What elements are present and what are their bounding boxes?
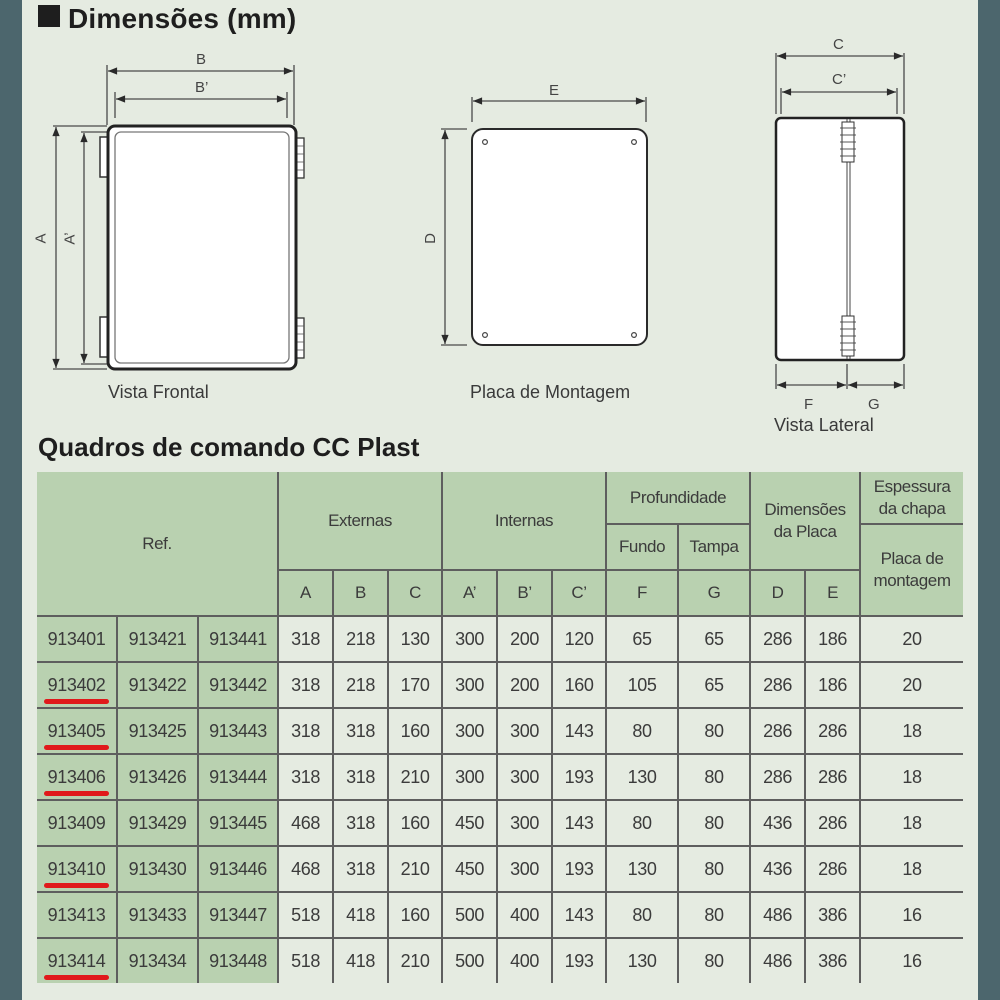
value-cell-a2: 300 [442, 616, 497, 662]
value-cell-e: 386 [805, 892, 860, 938]
ref-cell: 913433 [117, 892, 198, 938]
value-cell-a: 468 [278, 800, 333, 846]
value-cell-d: 486 [750, 938, 805, 983]
value-cell-b: 318 [333, 754, 388, 800]
value-cell-c: 210 [388, 846, 442, 892]
ref-cell [37, 938, 117, 983]
ref-text: 913401 [47, 628, 106, 649]
value-cell-esp: 18 [860, 708, 963, 754]
header-externas: Externas [278, 472, 442, 570]
value-cell-b: 318 [333, 846, 388, 892]
value-cell-b: 218 [333, 662, 388, 708]
label-c-prime: C’ [832, 71, 847, 88]
value-cell-esp: 16 [860, 938, 963, 983]
value-cell-b2: 300 [497, 846, 552, 892]
ref-cell [37, 616, 117, 662]
table-body [37, 616, 963, 983]
ref-cell [37, 662, 117, 708]
value-cell-d: 436 [750, 846, 805, 892]
table-row [37, 938, 963, 983]
value-cell-esp: 16 [860, 892, 963, 938]
spec-table [37, 472, 963, 983]
header-espessura: Espessura da chapa [860, 472, 963, 524]
ref-cell: 913422 [117, 662, 198, 708]
value-cell-a: 318 [278, 662, 333, 708]
value-cell-e: 286 [805, 754, 860, 800]
header-placa-montagem: Placa de montagem [860, 524, 963, 616]
value-cell-d: 286 [750, 662, 805, 708]
value-cell-c2: 193 [552, 846, 606, 892]
header-col-b: B [333, 570, 388, 616]
value-cell-d: 286 [750, 754, 805, 800]
value-cell-f: 80 [606, 708, 678, 754]
header-col-a: A [278, 570, 333, 616]
value-cell-a2: 500 [442, 938, 497, 983]
ref-cell: 913446 [198, 846, 278, 892]
value-cell-esp: 20 [860, 616, 963, 662]
header-col-b-prime: B’ [497, 570, 552, 616]
caption-mounting-plate: Placa de Montagem [470, 382, 631, 402]
header-col-f: F [606, 570, 678, 616]
value-cell-f: 130 [606, 846, 678, 892]
value-cell-b: 318 [333, 708, 388, 754]
value-cell-e: 286 [805, 846, 860, 892]
header-col-c-prime: C’ [552, 570, 606, 616]
value-cell-f: 80 [606, 892, 678, 938]
ref-cell: 913429 [117, 800, 198, 846]
value-cell-e: 186 [805, 616, 860, 662]
label-c: C [833, 36, 844, 53]
highlighted-ref: 913402 [47, 674, 106, 695]
value-cell-b: 218 [333, 616, 388, 662]
value-cell-b2: 400 [497, 892, 552, 938]
header-col-a-prime: A’ [442, 570, 497, 616]
header-tampa: Tampa [678, 524, 750, 570]
value-cell-a: 318 [278, 754, 333, 800]
value-cell-f: 80 [606, 800, 678, 846]
front-view-box [100, 126, 304, 369]
value-cell-b2: 200 [497, 662, 552, 708]
value-cell-g: 80 [678, 754, 750, 800]
label-f: F [804, 396, 814, 413]
ref-cell: 913443 [198, 708, 278, 754]
caption-front-view: Vista Frontal [108, 382, 209, 402]
value-cell-d: 436 [750, 800, 805, 846]
value-cell-b2: 300 [497, 754, 552, 800]
label-a: A [32, 233, 50, 244]
label-b-prime: B’ [195, 79, 209, 96]
value-cell-b2: 200 [497, 616, 552, 662]
caption-side-view: Vista Lateral [774, 415, 874, 435]
table-row [37, 892, 963, 938]
ref-text: 913409 [47, 812, 106, 833]
value-cell-g: 80 [678, 892, 750, 938]
ref-cell: 913426 [117, 754, 198, 800]
value-cell-a2: 300 [442, 708, 497, 754]
ref-cell: 913447 [198, 892, 278, 938]
value-cell-a: 518 [278, 938, 333, 983]
value-cell-c: 170 [388, 662, 442, 708]
ref-cell: 913425 [117, 708, 198, 754]
value-cell-esp: 18 [860, 846, 963, 892]
value-cell-e: 286 [805, 800, 860, 846]
side-view-drawing [776, 53, 904, 389]
label-a-prime: A’ [61, 232, 79, 245]
value-cell-esp: 18 [860, 800, 963, 846]
ref-cell: 913444 [198, 754, 278, 800]
value-cell-g: 65 [678, 662, 750, 708]
value-cell-a: 318 [278, 616, 333, 662]
value-cell-b2: 400 [497, 938, 552, 983]
value-cell-a: 318 [278, 708, 333, 754]
header-col-e: E [805, 570, 860, 616]
highlighted-ref: 913405 [47, 720, 106, 741]
label-g: G [868, 396, 880, 413]
ref-cell: 913448 [198, 938, 278, 983]
value-cell-c2: 120 [552, 616, 606, 662]
value-cell-f: 65 [606, 616, 678, 662]
value-cell-c: 160 [388, 708, 442, 754]
value-cell-c: 210 [388, 938, 442, 983]
ref-cell: 913430 [117, 846, 198, 892]
value-cell-c2: 143 [552, 708, 606, 754]
label-e: E [549, 82, 560, 99]
header-internas: Internas [442, 472, 606, 570]
value-cell-d: 286 [750, 616, 805, 662]
value-cell-b2: 300 [497, 708, 552, 754]
value-cell-esp: 20 [860, 662, 963, 708]
label-d: D [421, 233, 439, 244]
value-cell-f: 130 [606, 938, 678, 983]
value-cell-a2: 450 [442, 800, 497, 846]
ref-cell [37, 892, 117, 938]
ref-cell [37, 846, 117, 892]
table-row [37, 754, 963, 800]
value-cell-c2: 143 [552, 892, 606, 938]
header-ref: Ref. [37, 472, 278, 616]
value-cell-f: 130 [606, 754, 678, 800]
value-cell-c2: 193 [552, 938, 606, 983]
value-cell-a2: 450 [442, 846, 497, 892]
header-col-c: C [388, 570, 442, 616]
ref-cell: 913421 [117, 616, 198, 662]
value-cell-c: 210 [388, 754, 442, 800]
label-b: B [196, 51, 207, 68]
value-cell-a: 518 [278, 892, 333, 938]
ref-cell: 913445 [198, 800, 278, 846]
value-cell-a2: 300 [442, 662, 497, 708]
value-cell-d: 286 [750, 708, 805, 754]
table-row [37, 616, 963, 662]
value-cell-e: 286 [805, 708, 860, 754]
value-cell-b: 318 [333, 800, 388, 846]
ref-cell [37, 754, 117, 800]
value-cell-esp: 18 [860, 754, 963, 800]
value-cell-g: 80 [678, 938, 750, 983]
value-cell-a2: 500 [442, 892, 497, 938]
value-cell-g: 80 [678, 708, 750, 754]
value-cell-e: 186 [805, 662, 860, 708]
header-col-d: D [750, 570, 805, 616]
value-cell-d: 486 [750, 892, 805, 938]
value-cell-f: 105 [606, 662, 678, 708]
value-cell-b: 418 [333, 938, 388, 983]
value-cell-c2: 193 [552, 754, 606, 800]
header-profundidade: Profundidade [606, 472, 750, 524]
section-title-text: Dimensões (mm) [68, 3, 297, 34]
value-cell-a: 468 [278, 846, 333, 892]
table-row [37, 662, 963, 708]
ref-cell: 913434 [117, 938, 198, 983]
table-title: Quadros de comando CC Plast [38, 432, 420, 462]
value-cell-c2: 160 [552, 662, 606, 708]
value-cell-g: 80 [678, 846, 750, 892]
value-cell-a2: 300 [442, 754, 497, 800]
value-cell-c: 130 [388, 616, 442, 662]
value-cell-g: 80 [678, 800, 750, 846]
value-cell-e: 386 [805, 938, 860, 983]
value-cell-c2: 143 [552, 800, 606, 846]
value-cell-b: 418 [333, 892, 388, 938]
header-col-g: G [678, 570, 750, 616]
mounting-plate-drawing [441, 97, 647, 345]
ref-cell [37, 708, 117, 754]
value-cell-g: 65 [678, 616, 750, 662]
value-cell-b2: 300 [497, 800, 552, 846]
table-row [37, 800, 963, 846]
header-dimensoes-placa: Dimensões da Placa [750, 472, 860, 570]
ref-cell [37, 800, 117, 846]
header-fundo: Fundo [606, 524, 678, 570]
highlighted-ref: 913414 [47, 950, 106, 971]
ref-cell: 913441 [198, 616, 278, 662]
table-row [37, 846, 963, 892]
table-row [37, 708, 963, 754]
value-cell-c: 160 [388, 800, 442, 846]
value-cell-c: 160 [388, 892, 442, 938]
ref-cell: 913442 [198, 662, 278, 708]
ref-text: 913413 [47, 904, 106, 925]
highlighted-ref: 913410 [47, 858, 106, 879]
highlighted-ref: 913406 [47, 766, 106, 787]
